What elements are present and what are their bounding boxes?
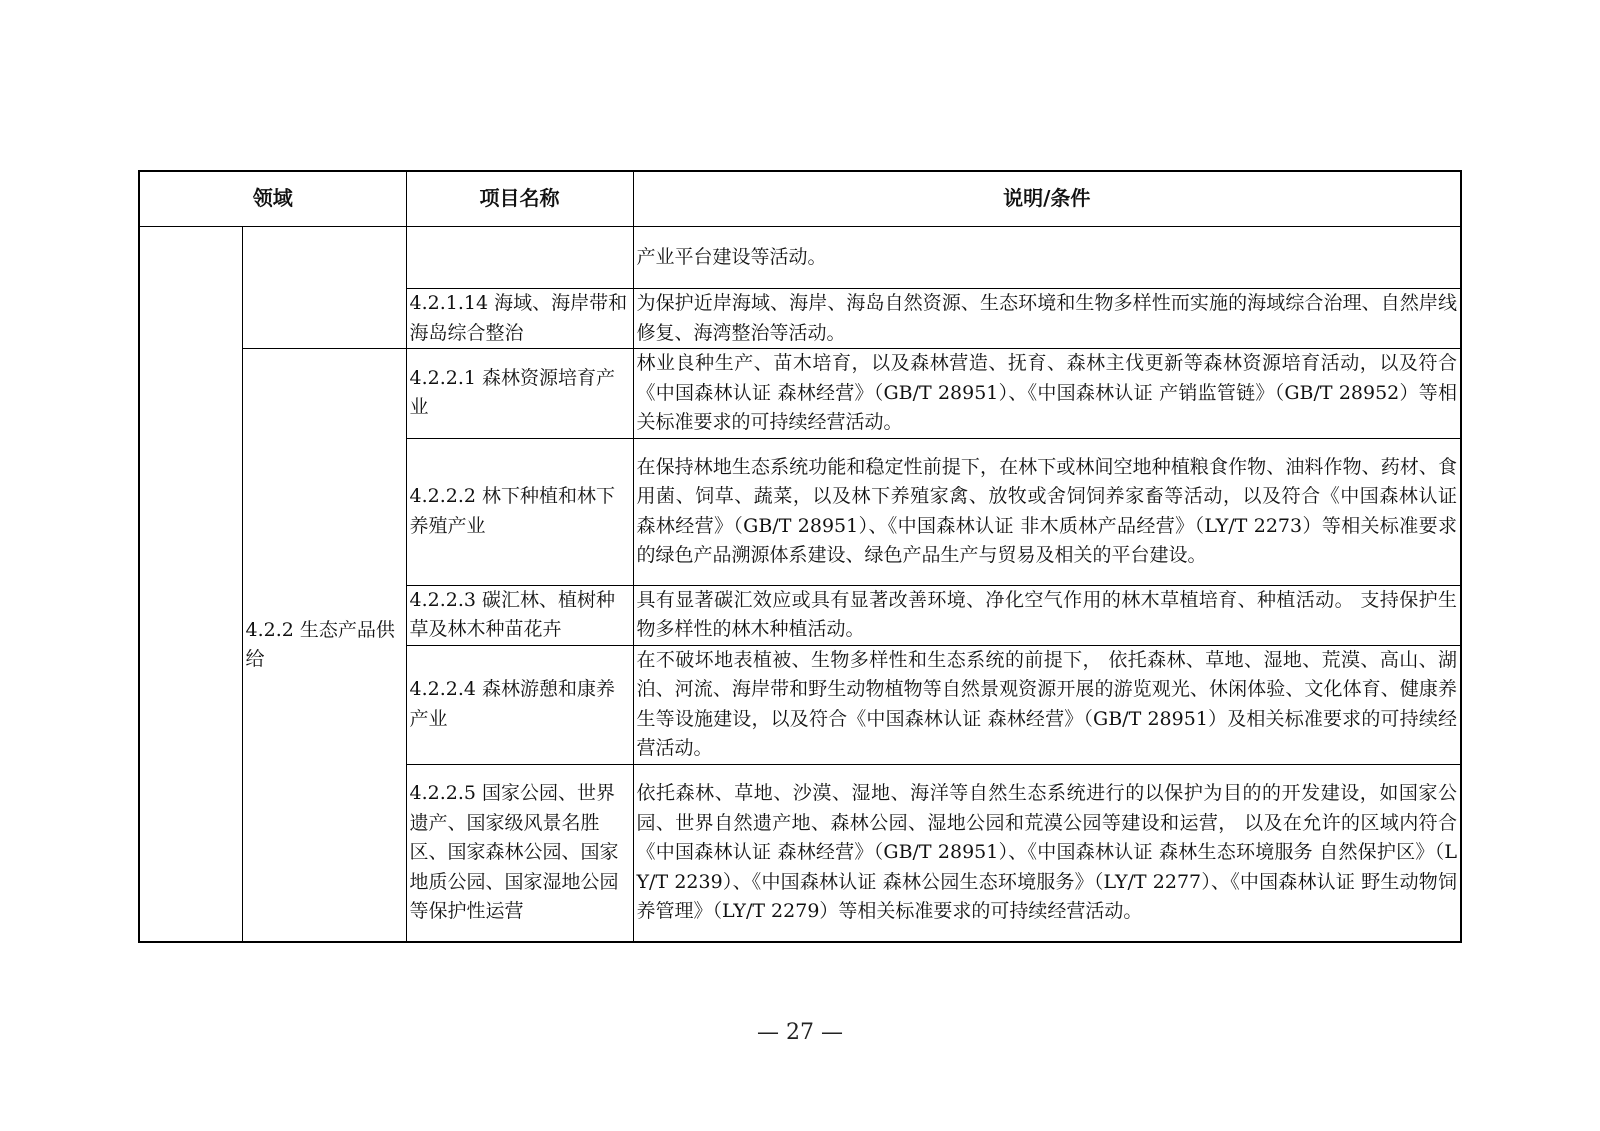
description-cell: 在保持林地生态系统功能和稳定性前提下，在林下或林间空地种植粮食作物、油料作物、药材、食用菌、饲草、蔬菜，以及林下养殖家禽、放牧或舍饲饲养家畜等活动，以及符合《中国森林认证 森林经营》（GB/T 28951）、《中国森林认证 非木质林产品经营》（LY/T 2273）等相关标准要求的绿色产品溯源体系建设、绿色产品生产与贸易及相关的平台建设。 — [633, 438, 1461, 585]
project-name-cell: 4.2.2.4 森林游憩和康养产业 — [406, 645, 633, 764]
table-header-row — [139, 171, 1461, 227]
description-cell: 林业良种生产、苗木培育，以及森林营造、抚育、森林主伐更新等森林资源培育活动，以及符合《中国森林认证 森林经营》（GB/T 28951）、《中国森林认证 产销监管链》（GB/T 28952）等相关标准要求的可持续经营活动。 — [633, 349, 1461, 439]
description-cell: 为保护近岸海域、海岸、海岛自然资源、生态环境和生物多样性而实施的海域综合治理、自然岸线修复、海湾整治等活动。 — [633, 289, 1461, 349]
project-name-cell: 4.2.2.3 碳汇林、植树种草及林木种苗花卉 — [406, 585, 633, 645]
page-number: — 27 — — [757, 1020, 843, 1045]
domain-cell-empty — [139, 227, 242, 943]
description-cell: 具有显著碳汇效应或具有显著改善环境、净化空气作用的林木草植培育、种植活动。 支持保护生物多样性的林木种植活动。 — [633, 585, 1461, 645]
project-name-cell: 4.2.2.5 国家公园、世界遗产、国家级风景名胜区、国家森林公园、国家地质公园、国家湿地公园等保护性运营 — [406, 764, 633, 942]
project-name-cell: 4.2.2.2 林下种植和林下养殖产业 — [406, 438, 633, 585]
header-project-name: 项目名称 — [406, 171, 633, 227]
description-cell: 在不破坏地表植被、生物多样性和生态系统的前提下， 依托森林、草地、湿地、荒漠、高山、湖泊、河流、海岸带和野生动物植物等自然景观资源开展的游览观光、休闲体验、文化体育、健康养生等设施建设，以及符合《中国森林认证 森林经营》（GB/T 28951）及相关标准要求的可持续经营活动。 — [633, 645, 1461, 764]
project-name-cell — [406, 227, 633, 289]
description-cell: 依托森林、草地、沙漠、湿地、海洋等自然生态系统进行的以保护为目的的开发建设，如国家公园、世界自然遗产地、森林公园、湿地公园和荒漠公园等建设和运营， 以及在允许的区域内符合《中国森林认证 森林经营》（GB/T 28951）、《中国森林认证 森林生态环境服务 自然保护区》（LY/T 2239）、《中国森林认证 森林公园生态环境服务》（LY/T 2277）、《中国森林认证 野生动物饲养管理》（LY/T 2279）等相关标准要求的可持续经营活动。 — [633, 764, 1461, 942]
project-name-cell: 4.2.2.1 森林资源培育产业 — [406, 349, 633, 439]
header-domain: 领域 — [139, 171, 406, 227]
green-industry-table — [138, 170, 1462, 943]
header-description: 说明/条件 — [633, 171, 1461, 227]
project-name-cell: 4.2.1.14 海域、海岸带和海岛综合整治 — [406, 289, 633, 349]
table-row — [139, 349, 1461, 439]
subcategory-cell-empty — [242, 227, 406, 349]
subcategory-cell: 4.2.2 生态产品供给 — [242, 349, 406, 943]
table-row — [139, 227, 1461, 289]
description-cell: 产业平台建设等活动。 — [633, 227, 1461, 289]
